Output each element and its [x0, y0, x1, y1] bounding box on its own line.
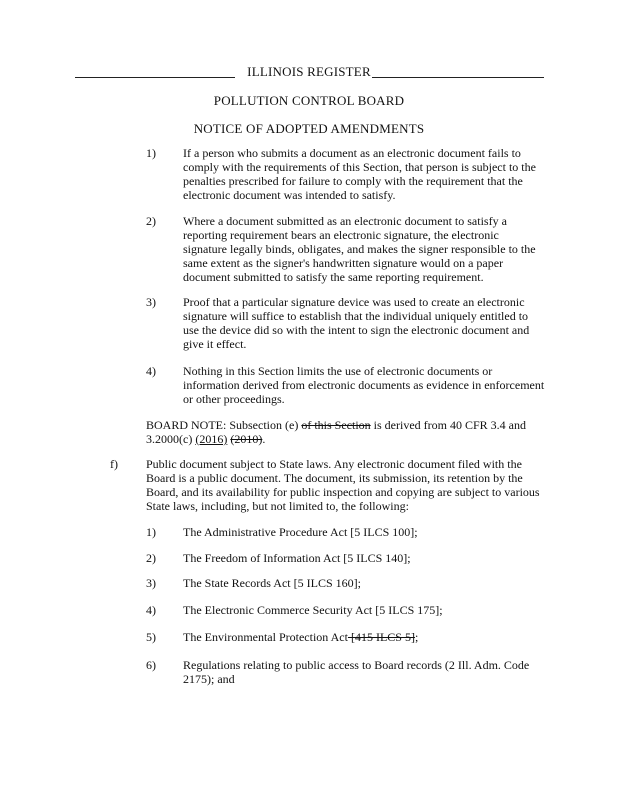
- list-item-struck-text: [415 ILCS 5]: [347, 630, 415, 644]
- list-item: The Electronic Commerce Security Act [5 ILCS 175];: [183, 603, 443, 617]
- board-note-struck-text: of this Section: [301, 418, 371, 432]
- item-number: 1): [146, 525, 156, 539]
- list-item: Nothing in this Section limits the use of electronic documents or information derived from electronic documents as evidence in enforcement or other proceedings.: [183, 364, 545, 406]
- board-note-inserted-text: (2016): [195, 432, 228, 446]
- list-item: Where a document submitted as an electronic document to satisfy a reporting requirement bears an electronic signature, the electronic signature legally binds, obligates, and makes the signer responsible to the same extent as the signer's handwritten signature would on a paper document submitted to satisfy the same reporting requirement.: [183, 214, 536, 284]
- board-note-struck-year: (2010): [230, 432, 263, 446]
- item-number: 4): [146, 603, 156, 617]
- subsection-f-text: Public document subject to State laws. Any electronic document filed with the Board is a public document. The document, its submission, its retention by the Board, and its availability for public inspection and copying are subject to various State laws, including, but not limited to, the following:: [146, 457, 540, 513]
- list-item: The Freedom of Information Act [5 ILCS 140];: [183, 551, 411, 565]
- list-item: [183, 630, 545, 644]
- item-number: 3): [146, 576, 156, 590]
- list-item: Proof that a particular signature device was used to create an electronic signature will suffice to establish that the individual uniquely entitled to use the device did so with the intent to sign the electronic document and give it effect.: [183, 295, 530, 351]
- item-number: 5): [146, 630, 156, 644]
- list-item: The Administrative Procedure Act [5 ILCS 100];: [183, 525, 418, 539]
- item-number: 2): [146, 551, 156, 565]
- item-number: 2): [146, 214, 156, 228]
- list-item-text: The Environmental Protection Act: [183, 630, 348, 644]
- item-number: 6): [146, 658, 156, 672]
- board-note-mid: is derived from 40 CFR 3.4 and 3.2000(c): [146, 418, 526, 446]
- board-note-end: .: [262, 432, 266, 446]
- list-item: If a person who submits a document as an electronic document fails to comply with the requirements of this Section, that person is subject to the penalties prescribed for failure to comply with the requirement that the electronic document was intended to satisfy.: [183, 146, 536, 202]
- list-item: The State Records Act [5 ILCS 160];: [183, 576, 361, 590]
- list-item: Regulations relating to public access to Board records (2 Ill. Adm. Code 2175); and: [183, 658, 530, 686]
- list-item-end: ;: [414, 630, 419, 644]
- item-number: 4): [146, 364, 156, 378]
- board-note: [146, 418, 546, 446]
- subsection-label: f): [110, 457, 118, 471]
- register-title: ILLINOIS REGISTER: [247, 64, 371, 79]
- notice-title: NOTICE OF ADOPTED AMENDMENTS: [193, 121, 425, 136]
- board-title: POLLUTION CONTROL BOARD: [213, 93, 405, 108]
- board-note-prefix: BOARD NOTE: Subsection (e): [146, 418, 302, 432]
- item-number: 1): [146, 146, 156, 160]
- item-number: 3): [146, 295, 156, 309]
